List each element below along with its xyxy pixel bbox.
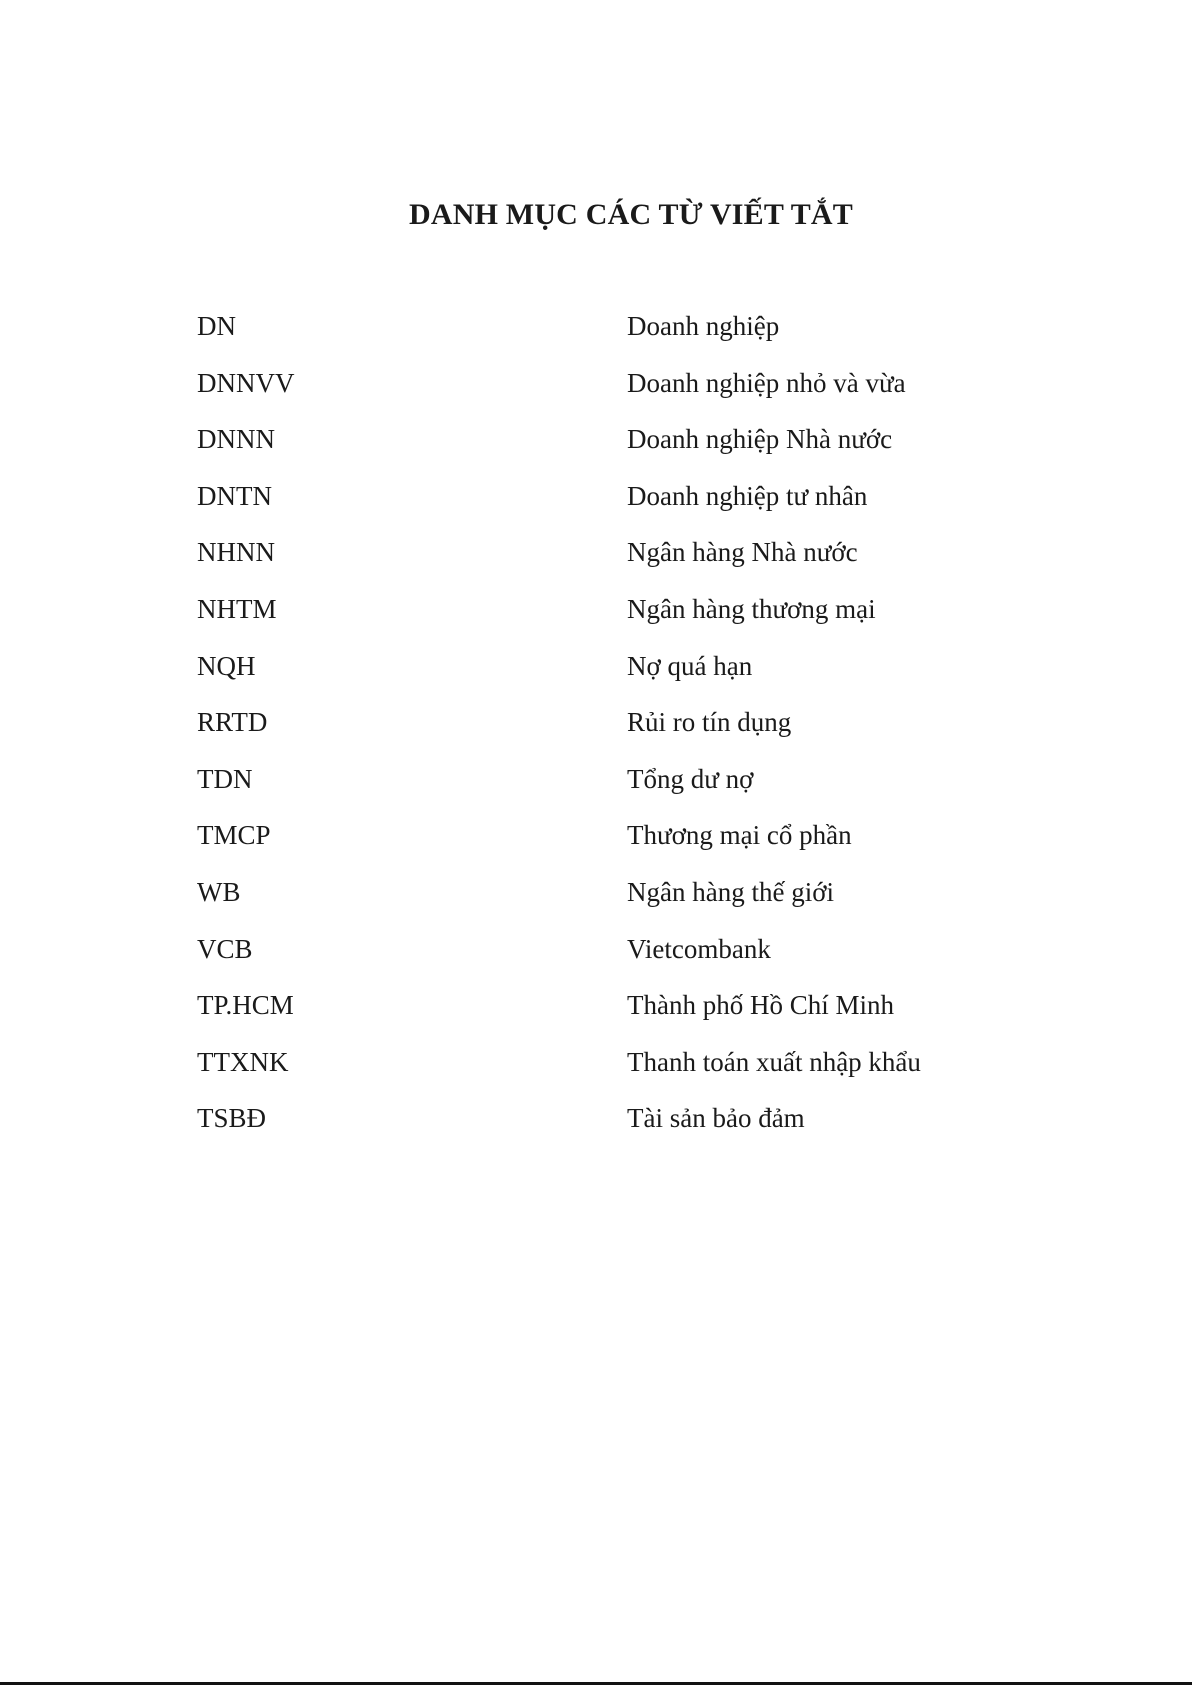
list-item bbox=[197, 532, 997, 589]
abbreviation-meaning: Doanh nghiệp nhỏ và vừa bbox=[627, 367, 906, 398]
abbreviation: TSBĐ bbox=[197, 1103, 267, 1134]
abbreviation: NHTM bbox=[197, 593, 277, 624]
abbreviation-meaning: Doanh nghiệp bbox=[627, 311, 780, 341]
list-item bbox=[197, 702, 997, 759]
abbreviation-meaning: Ngân hàng thế giới bbox=[627, 876, 834, 907]
list-item bbox=[197, 589, 997, 646]
abbreviation-meaning: Tổng dư nợ bbox=[627, 763, 754, 794]
list-item bbox=[197, 759, 997, 816]
list-item bbox=[197, 815, 997, 872]
abbreviation-meaning: Nợ quá hạn bbox=[627, 650, 753, 681]
abbreviation-meaning: Tài sản bảo đảm bbox=[627, 1103, 805, 1134]
list-item bbox=[197, 306, 997, 363]
abbreviation: TTXNK bbox=[197, 1046, 289, 1077]
abbreviation: NQH bbox=[197, 650, 256, 681]
abbreviation: RRTD bbox=[197, 707, 268, 738]
list-item bbox=[197, 929, 997, 986]
page-title: DANH MỤC CÁC TỪ VIẾT TẮT bbox=[408, 198, 854, 231]
abbreviation-meaning: Doanh nghiệp Nhà nước bbox=[627, 424, 893, 455]
list-item bbox=[197, 646, 997, 703]
abbreviation: TP.HCM bbox=[197, 990, 294, 1021]
abbreviation-meaning: Ngân hàng Nhà nước bbox=[627, 537, 858, 568]
abbreviation: VCB bbox=[197, 933, 253, 964]
abbreviation: TDN bbox=[197, 763, 253, 794]
abbreviation-meaning: Thành phố Hồ Chí Minh bbox=[627, 990, 894, 1021]
abbreviation: DNTN bbox=[197, 480, 272, 511]
abbreviation: WB bbox=[197, 876, 241, 907]
abbreviation: DNNVV bbox=[197, 367, 295, 398]
list-item bbox=[197, 1098, 997, 1155]
abbreviation: NHNN bbox=[197, 537, 275, 568]
abbreviation-meaning: Thương mại cổ phần bbox=[627, 820, 852, 851]
abbreviation-meaning: Vietcombank bbox=[627, 933, 771, 964]
abbreviation: TMCP bbox=[197, 820, 271, 851]
abbreviation-meaning: Thanh toán xuất nhập khẩu bbox=[627, 1046, 921, 1077]
abbreviation-meaning: Doanh nghiệp tư nhân bbox=[627, 480, 868, 511]
list-item bbox=[197, 419, 997, 476]
abbreviation-meaning: Rủi ro tín dụng bbox=[627, 707, 792, 738]
abbreviation-meaning: Ngân hàng thương mại bbox=[627, 593, 876, 624]
abbreviation: DNNN bbox=[197, 424, 275, 455]
list-item bbox=[197, 363, 997, 420]
list-item bbox=[197, 1042, 997, 1099]
abbreviation: DN bbox=[197, 311, 236, 341]
list-item bbox=[197, 872, 997, 929]
list-item bbox=[197, 985, 997, 1042]
abbreviation-list bbox=[197, 306, 997, 1155]
list-item bbox=[197, 476, 997, 533]
